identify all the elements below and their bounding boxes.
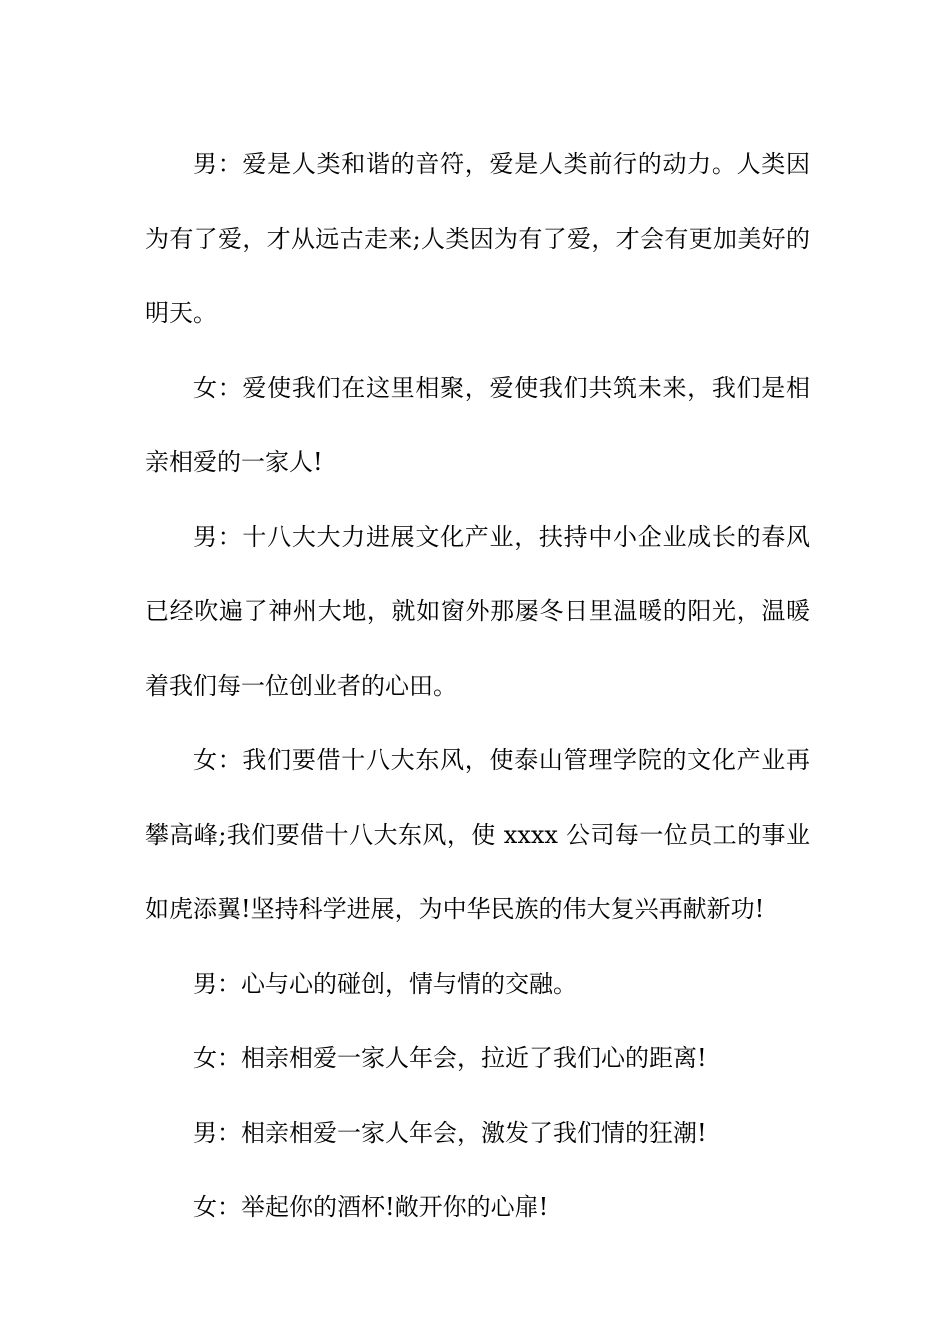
document-body — [145, 127, 810, 1245]
paragraph-5: 男：心与心的碰创，情与情的交融。 — [193, 969, 577, 998]
paragraph-2: 女：爱使我们在这里相聚，爱使我们共筑未来，我们是相亲相爱的一家人! — [145, 373, 810, 476]
paragraph-4: 女：我们要借十八大东风，使泰山管理学院的文化产业再攀高峰;我们要借十八大东风，使 xxxx 公司每一位员工的事业如虎添翼!坚持科学进展，为中华民族的伟大复兴再献新功! — [145, 746, 810, 923]
paragraph-1: 男：爱是人类和谐的音符，爱是人类前行的动力。人类因为有了爱，才从远古走来;人类因为有了爱，才会有更加美好的明天。 — [145, 150, 810, 327]
paragraph-7: 男：相亲相爱一家人年会，激发了我们情的狂潮! — [193, 1118, 707, 1147]
paragraph-6: 女：相亲相爱一家人年会，拉近了我们心的距离! — [193, 1044, 707, 1072]
paragraph-3: 男：十八大大力进展文化产业，扶持中小企业成长的春风已经吹遍了神州大地，就如窗外那屡冬日里温暖的阳光，温暖着我们每一位创业者的心田。 — [145, 522, 810, 700]
paragraph-8: 女：举起你的酒杯!敞开你的心扉! — [193, 1193, 549, 1221]
